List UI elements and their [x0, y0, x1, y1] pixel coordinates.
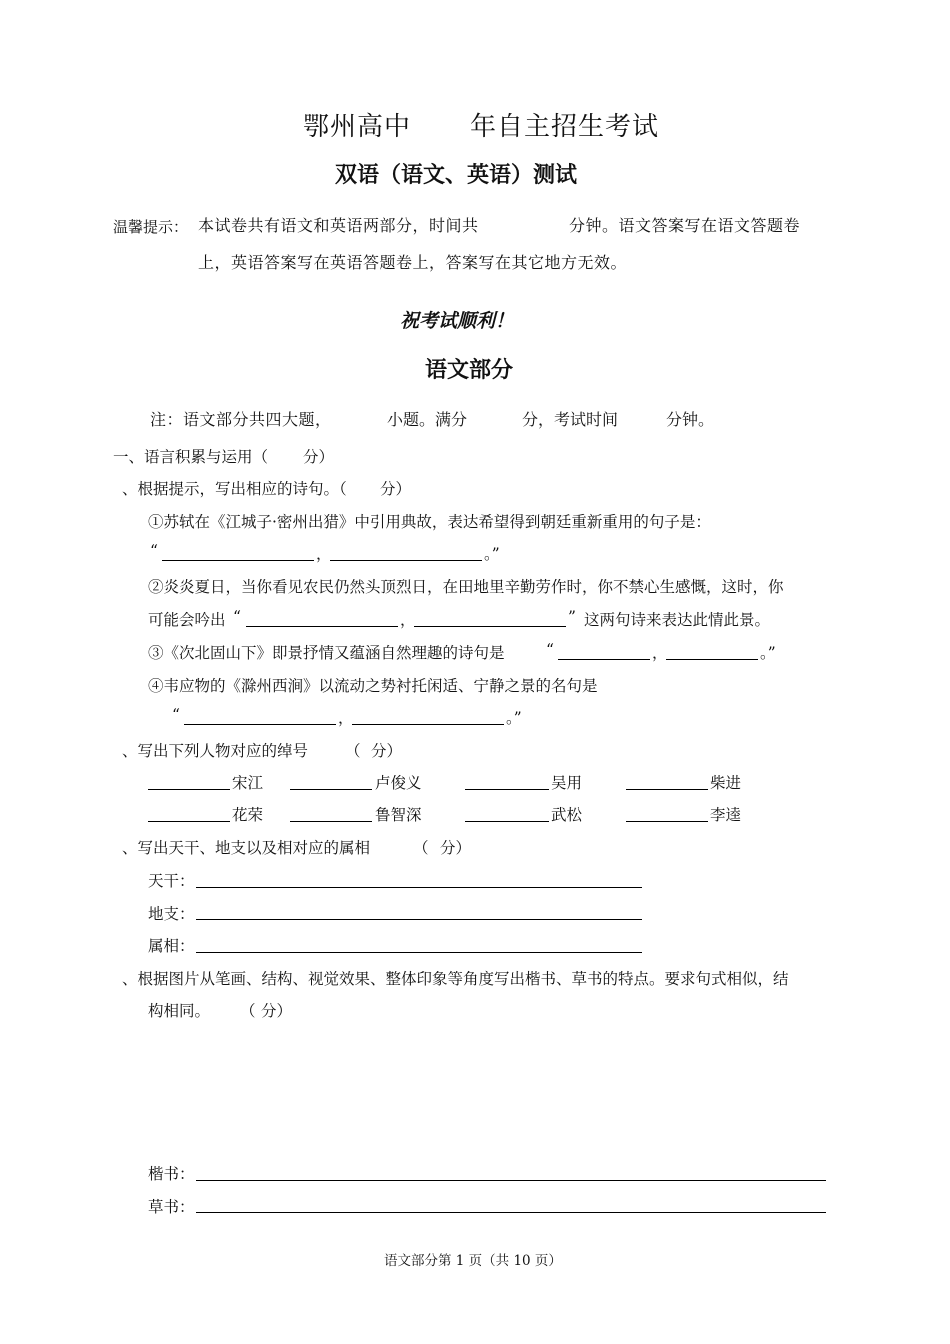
q1-item2-open: “ — [233, 608, 241, 626]
q4-tail: （ — [240, 1002, 256, 1020]
q2-blank-8[interactable] — [626, 821, 708, 822]
q4-blank-kaishu[interactable] — [196, 1180, 826, 1181]
q1-item2-line1: ②炎炎夏日，当你看见农民仍然头顶烈日，在田地里辛勤劳作时，你不禁心生感慨，这时，你 — [148, 578, 784, 596]
q3-blank-shuxiang[interactable] — [196, 952, 642, 953]
q3-label-dizhi: 地支： — [148, 905, 195, 923]
q1-item4-open: “ — [172, 706, 180, 724]
q1-item2-blank-2[interactable] — [414, 626, 566, 627]
q2-stem: 、写出下列人物对应的绰号 — [122, 742, 309, 760]
q3-stem-tail2: 分） — [440, 839, 472, 857]
q2-name-8: 李逵 — [710, 806, 742, 824]
note-b: 小题。满分 — [387, 410, 468, 429]
page-footer: 语文部分第 1 页（共 10 页） — [384, 1253, 562, 1269]
q2-blank-4[interactable] — [626, 789, 708, 790]
q1-item4-close: 。” — [506, 709, 522, 727]
part1-heading: 一、语言积累与运用（ — [113, 448, 269, 466]
q1-item3-blank-1[interactable] — [558, 659, 650, 660]
q1-item3: ③《次北固山下》即景抒情又蕴涵自然理趣的诗句是 — [148, 644, 505, 662]
title-exam: 年自主招生考试 — [470, 112, 660, 142]
q4-label-caoshu: 草书： — [148, 1198, 195, 1216]
subtitle: 双语（语文、英语）测试 — [335, 163, 578, 188]
q1-stem: 、根据提示，写出相应的诗句。（ — [122, 480, 347, 498]
q1-item1-comma: ， — [316, 545, 332, 563]
q2-name-6: 鲁智深 — [375, 806, 422, 824]
note-d: 分钟。 — [666, 410, 715, 429]
notice-line1-tail: 分钟。语文答案写在语文答题卷 — [569, 216, 801, 235]
q1-item4-blank-1[interactable] — [184, 724, 336, 725]
wish: 祝考试顺利！ — [400, 310, 515, 332]
q1-stem-tail: 分） — [380, 480, 412, 498]
notice-line1: 本试卷共有语文和英语两部分，时间共 — [198, 216, 479, 235]
q4-line2: 构相同。 — [148, 1002, 211, 1020]
q1-item3-close: 。” — [760, 644, 776, 662]
q1-item4: ④韦应物的《滁州西涧》以流动之势衬托闲适、宁静之景的名句是 — [148, 677, 598, 695]
q3-label-shuxiang: 属相： — [148, 937, 195, 955]
q2-name-2: 卢俊义 — [375, 774, 422, 792]
q2-blank-6[interactable] — [290, 821, 372, 822]
q1-item3-comma: ， — [652, 644, 668, 662]
q3-blank-dizhi[interactable] — [196, 919, 642, 920]
q3-stem: 、写出天干、地支以及相对应的属相 — [122, 839, 371, 857]
q2-blank-5[interactable] — [148, 821, 230, 822]
q2-blank-3[interactable] — [465, 789, 549, 790]
q3-blank-tiangan[interactable] — [196, 887, 642, 888]
q1-item1-blank-1[interactable] — [162, 560, 314, 561]
notice-line2: 上，英语答案写在英语答题卷上，答案写在其它地方无效。 — [198, 253, 628, 272]
q1-item4-comma: ， — [338, 709, 354, 727]
q2-name-7: 武松 — [551, 806, 583, 824]
q2-name-1: 宋江 — [232, 774, 264, 792]
q2-stem-tail: （ — [345, 742, 361, 760]
q2-stem-tail2: 分） — [371, 742, 403, 760]
q4-blank-caoshu[interactable] — [196, 1212, 826, 1213]
q3-stem-tail: （ — [413, 839, 429, 857]
title-school: 鄂州高中 — [303, 112, 412, 142]
q3-label-tiangan: 天干： — [148, 872, 195, 890]
q1-item4-blank-2[interactable] — [352, 724, 504, 725]
q2-name-5: 花荣 — [232, 806, 264, 824]
q2-blank-2[interactable] — [290, 789, 372, 790]
q1-item2-comma: ， — [400, 611, 416, 629]
section-title: 语文部分 — [425, 358, 514, 383]
q1-item2-post: 这两句诗来表达此情此景。 — [584, 611, 771, 629]
q4-tail2: 分） — [261, 1002, 293, 1020]
q1-item3-blank-2[interactable] — [666, 659, 758, 660]
notice-label: 温馨提示： — [113, 218, 189, 236]
note-a: 注：语文部分共四大题， — [150, 410, 332, 429]
q2-blank-7[interactable] — [465, 821, 549, 822]
q2-blank-1[interactable] — [148, 789, 230, 790]
q1-item2-blank-1[interactable] — [246, 626, 398, 627]
q1-item2-close: ” — [568, 608, 576, 626]
q1-item1-close: 。” — [484, 545, 500, 563]
note-c: 分，考试时间 — [522, 410, 619, 429]
q2-name-3: 吴用 — [551, 774, 583, 792]
q1-item1-open: “ — [150, 542, 158, 560]
q1-item3-open: “ — [546, 641, 554, 659]
q4-line1: 、根据图片从笔画、结构、视觉效果、整体印象等角度写出楷书、草书的特点。要求句式相似，结 — [122, 970, 789, 988]
q2-name-4: 柴进 — [710, 774, 742, 792]
q1-item1-blank-2[interactable] — [330, 560, 482, 561]
part1-heading-tail: 分） — [303, 448, 335, 466]
q4-label-kaishu: 楷书： — [148, 1165, 195, 1183]
q1-item2-pre: 可能会吟出 — [148, 611, 226, 629]
q1-item1: ①苏轼在《江城子·密州出猎》中引用典故，表达希望得到朝廷重新重用的句子是： — [148, 513, 711, 531]
